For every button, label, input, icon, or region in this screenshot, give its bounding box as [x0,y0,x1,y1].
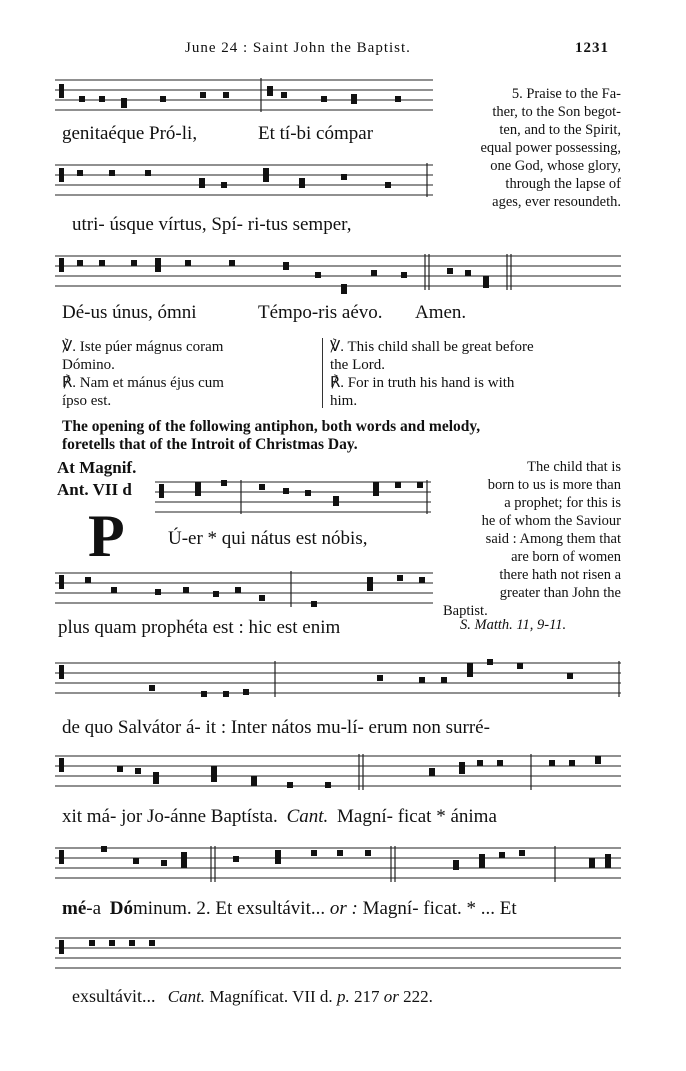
translation-line: through the lapse of [505,176,621,192]
translation-line: born to us is more than [487,477,621,493]
translation-line: 5. Praise to the Fa- [511,86,621,102]
chant-staff [55,565,435,615]
versicle-line: ℣. Iste púer mágnus coram [62,339,224,355]
chant-staff [55,838,623,890]
or-label: or [383,987,399,1006]
cant-label: Cant. [286,806,329,827]
drop-cap-initial: P [88,503,125,569]
lyric-line: Et tí-bi cómpar [258,123,374,144]
versicle-line: ípso est. [62,393,112,409]
chant-staff [55,932,623,978]
reference-text: Magníficat. VII d. [209,987,333,1006]
rubric-line: The opening of the following antiphon, both words and melody, [62,418,481,435]
translation-line: ther, to the Son begot- [492,104,621,120]
versicle-line: Dómino. [62,357,115,373]
lyric-line: Amen. [415,302,467,323]
versicle-english [330,338,622,410]
translation-line: The child that is [527,459,621,475]
translation-line: greater than John the [499,585,621,601]
or-label: or : [329,898,358,919]
lyric-text: exsultávit... [72,986,156,1006]
chant-staff [55,70,435,130]
chant-staff [155,470,435,526]
lyric-line: utri- úsque vírtus, Spí- ri-tus semper, [72,214,352,235]
versicle-line: ℟. For in truth his hand is with [330,375,515,391]
lyric-line: Dé-us únus, ómni [62,302,197,323]
running-title: June 24 : Saint John the Baptist. [185,40,411,56]
rubric [62,418,622,454]
chant-staff [55,248,623,300]
lyric-text: Magní- ficat * ánima [337,806,497,827]
lyric-line: genitaéque Pró-li, [62,123,198,144]
versicle-line: the Lord. [330,357,385,373]
translation-line: ages, ever resoundeth. [492,194,621,210]
antiphon-mode: Ant. VII d [57,480,132,499]
versicle-latin [62,338,314,410]
translation-line: ten, and to the Spirit, [499,122,621,138]
translation-line: equal power possessing, [480,140,621,156]
translation-line: are born of women [511,549,621,565]
translation-line: he of whom the Saviour [481,513,621,529]
lyric-text: -a [86,898,102,919]
translation-line: one God, whose glory, [490,158,621,174]
translation-line: a prophet; for this is [504,495,621,511]
chant-staff [55,655,623,705]
cant-label: Cant. [167,987,206,1006]
lyric-line: de quo Salvátor á- it : Inter nátos mu-lí- erum non surré- [62,717,490,738]
lyric-line: Ú-er * qui nátus est nóbis, [168,528,368,549]
lyric-text: Dó [109,898,134,919]
hymn-translation [443,85,621,211]
translation-line: Baptist. [443,603,488,619]
versicle-line: ℟. Nam et mánus éjus cum [62,375,224,391]
lyric-text: minum. 2. Et exsultávit... [133,898,326,919]
lyric-text: Magní- ficat. * ... Et [362,898,517,919]
antiphon-translation [443,458,621,620]
page-abbrev: p. [336,987,350,1006]
lyric-line [62,806,497,828]
lyric-line: plus quam prophéta est : hic est enim [58,617,341,638]
antiphon-label: At Magnif. [57,458,137,477]
reference-page: 222. [403,987,433,1006]
versicle-line: him. [330,393,358,409]
lyric-text: xit má- jor Jo-ánne Baptísta. [62,806,278,827]
chant-staff [55,160,435,210]
versicle-line: ℣. This child shall be great before [330,339,534,355]
column-divider [322,338,323,408]
lyric-line [62,898,517,920]
chant-staff [55,748,623,798]
lyric-line: Témpo-ris aévo. [258,302,383,323]
page-number: 1231 [575,40,609,56]
translation-line: said : Among them that [485,531,621,547]
translation-line: there hath not risen a [499,567,621,583]
lyric-text: mé [62,898,87,919]
closing-line [72,986,433,1007]
citation: S. Matth. 11, 9-11. [460,617,567,633]
rubric-line: foretells that of the Introit of Christmas Day. [62,436,358,453]
reference-page: 217 [353,987,380,1006]
